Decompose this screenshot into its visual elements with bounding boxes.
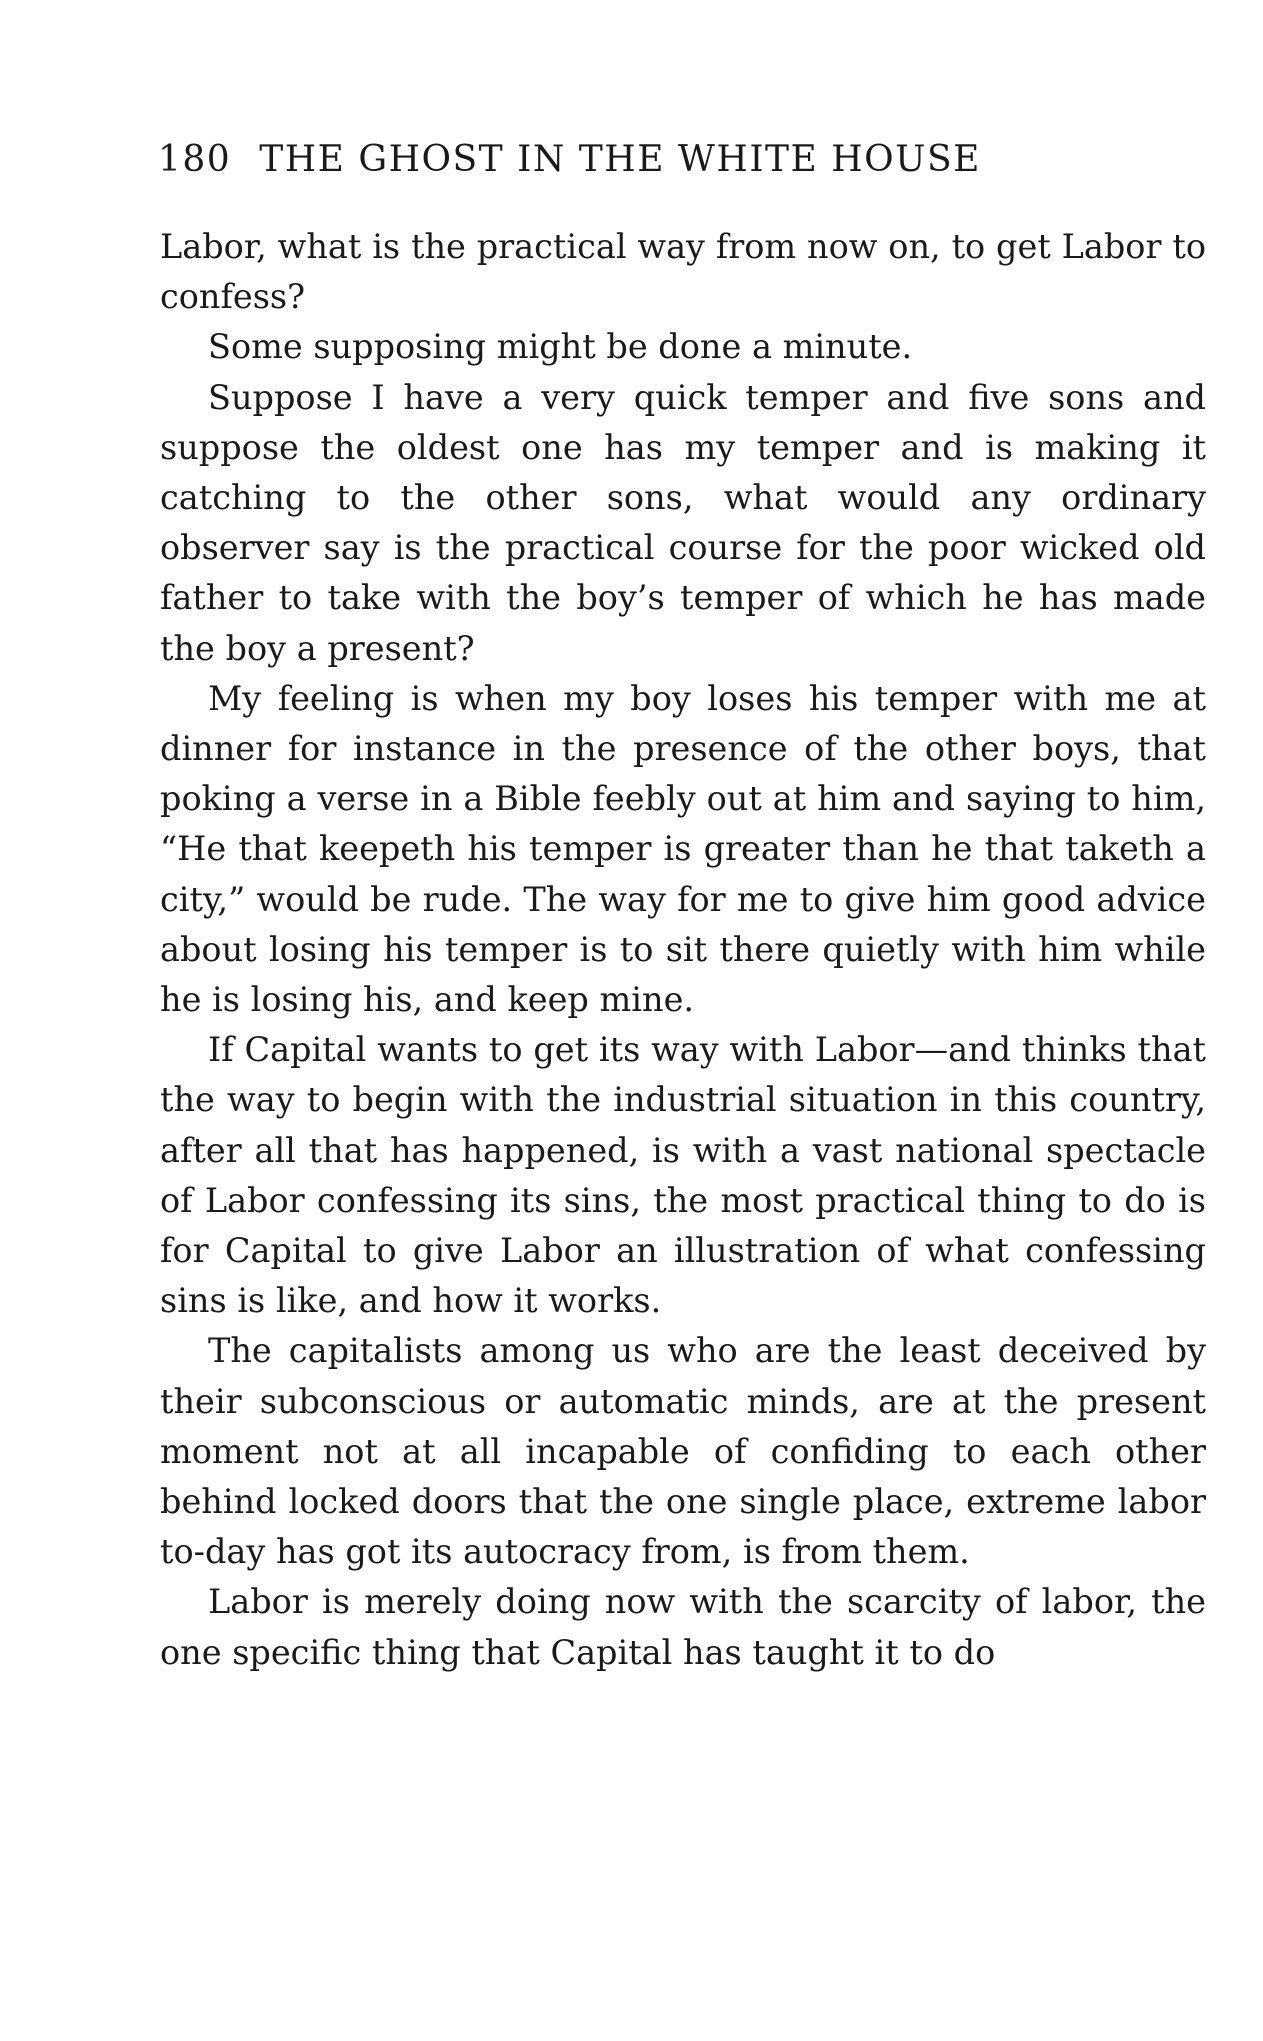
paragraph: Some supposing might be done a minute. xyxy=(208,327,913,367)
paragraph-continuation: Labor, what is the practical way from now on, to get Labor to confess? xyxy=(160,227,1206,317)
running-title: THE GHOST IN THE WHITE HOUSE xyxy=(259,139,981,180)
paragraph: Labor is merely doing now with the scarcity of labor, the one specific thing that Capital has taught it to do xyxy=(160,1582,1206,1672)
page-number: 180 xyxy=(158,139,232,180)
body-text xyxy=(160,222,1206,1678)
paragraph: The capitalists among us who are the least deceived by their subconscious or automatic minds, are at the present moment not at all incapable of confiding to each other behind locked doors that the one single place, extreme labor to-day has got its autocracy from, is from them. xyxy=(160,1331,1206,1572)
paragraph: If Capital wants to get its way with Labor—and thinks that the way to begin with the industrial situation in this country, after all that has happened, is with a vast national spectacle of Labor confessing its sins, the most practical thing to do is for Capital to give Labor an illustration of what confessing sins is like, and how it works. xyxy=(160,1030,1206,1321)
paragraph: Suppose I have a very quick temper and five sons and suppose the oldest one has my temper and is making it catching to the other sons, what would any ordinary observer say is the practical course for the poor wicked old father to take with the boy’s temper of which he has made the boy a present? xyxy=(160,377,1206,668)
paragraph: My feeling is when my boy loses his temper with me at dinner for instance in the presence of the other boys, that poking a verse in a Bible feebly out at him and saying to him, “He that keepeth his temper is greater than he that taketh a city,” would be rude. The way for me to give him good advice about losing his temper is to sit there quietly with him while he is losing his, and keep mine. xyxy=(160,678,1206,1020)
page-header xyxy=(158,138,1208,182)
